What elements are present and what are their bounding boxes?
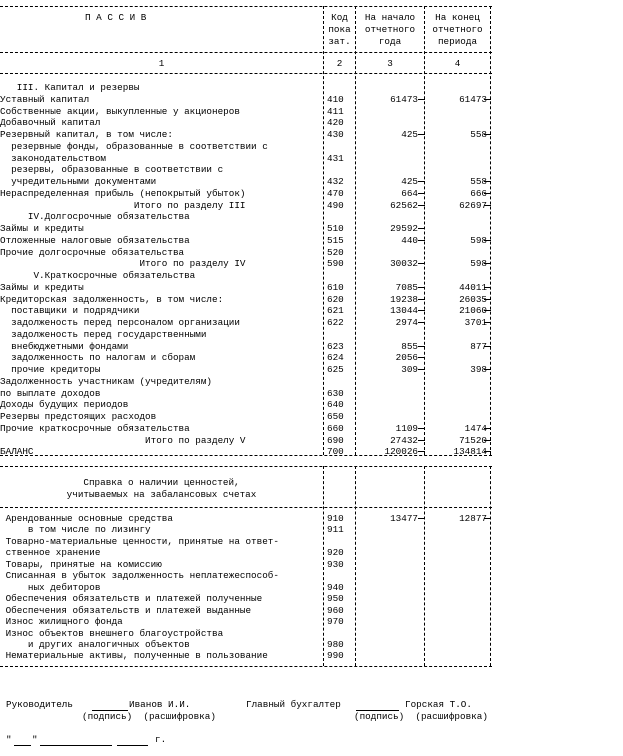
row-value-begin: 664 bbox=[401, 187, 418, 199]
row-label: Итого по разделу III bbox=[0, 199, 246, 211]
row-label: внебюджетными фондами bbox=[0, 340, 129, 352]
row-label: и других аналогичных объектов bbox=[0, 638, 190, 650]
row-code: 510 bbox=[327, 223, 344, 234]
date-quote-close: " bbox=[32, 734, 38, 745]
row-code: 470 bbox=[327, 187, 344, 199]
row-label: учредительными документами bbox=[0, 176, 157, 187]
row-value-begin: 13044 bbox=[390, 305, 418, 317]
row-code: 690 bbox=[327, 434, 344, 446]
row-label: Износ жилищного фонда bbox=[0, 616, 123, 628]
row-code: 930 bbox=[327, 558, 344, 570]
row-label: Прочие долгосрочные обязательства bbox=[0, 246, 185, 258]
row-value-end: 398 bbox=[470, 364, 487, 375]
row-value-end: 877 bbox=[470, 340, 487, 352]
end-header-line1: На конец bbox=[435, 12, 480, 23]
offbalance-divider-begin bbox=[355, 466, 356, 666]
row-label: Арендованные основные средства bbox=[0, 513, 173, 524]
cell-tick-begin bbox=[418, 310, 425, 311]
row-code: 411 bbox=[327, 105, 344, 117]
row-code: 650 bbox=[327, 411, 344, 422]
row-value-begin: 27432 bbox=[390, 434, 418, 446]
row-label: III. Капитал и резервы bbox=[0, 82, 140, 93]
row-value-end: 71520 bbox=[459, 434, 487, 446]
row-code: 960 bbox=[327, 604, 344, 616]
row-value-begin: 19238 bbox=[390, 293, 418, 305]
column-divider-code bbox=[323, 6, 324, 455]
cell-tick-end bbox=[484, 240, 491, 241]
row-label: Добавочный капитал bbox=[0, 117, 101, 129]
cell-tick-begin bbox=[418, 346, 425, 347]
cell-tick-end bbox=[484, 322, 491, 323]
row-code: 911 bbox=[327, 524, 344, 536]
row-code: 410 bbox=[327, 93, 344, 105]
row-code: 620 bbox=[327, 293, 344, 305]
row-label: Уставный капитал bbox=[0, 93, 90, 105]
row-code: 621 bbox=[327, 305, 344, 317]
row-value-end: 598 bbox=[470, 258, 487, 270]
row-value-end: 134814 bbox=[453, 446, 487, 458]
cell-tick-end bbox=[484, 134, 491, 135]
cell-tick-begin bbox=[418, 440, 425, 441]
cell-tick-begin bbox=[418, 240, 425, 241]
row-code: 940 bbox=[327, 581, 344, 593]
row-label: Итого по разделу V bbox=[0, 434, 246, 446]
cell-tick-end bbox=[484, 451, 491, 452]
code-header-line2: пока bbox=[328, 24, 351, 35]
begin-header-line2: отчетного bbox=[364, 24, 416, 35]
cell-tick-begin bbox=[418, 518, 425, 519]
cell-tick-end bbox=[484, 346, 491, 347]
column-number-2: 2 bbox=[336, 58, 343, 69]
header-bottom-rule bbox=[0, 52, 492, 53]
liabilities-title: П А С С И В bbox=[85, 12, 147, 23]
head-label: Руководитель bbox=[6, 699, 73, 710]
row-label: Займы и кредиты bbox=[0, 281, 84, 293]
cell-tick-begin bbox=[418, 263, 425, 264]
cell-tick-begin bbox=[418, 357, 425, 358]
row-label: Доходы будущих периодов bbox=[0, 399, 129, 411]
accountant-label: Главный бухгалтер bbox=[246, 699, 341, 710]
table-top-rule bbox=[0, 6, 492, 7]
cell-tick-begin bbox=[418, 322, 425, 323]
head-name: Иванов И.И. bbox=[129, 699, 191, 710]
cell-tick-begin bbox=[418, 451, 425, 452]
cell-tick-begin bbox=[418, 299, 425, 300]
row-value-begin: 120026 bbox=[384, 446, 418, 458]
row-label: задолженость перед персоналом организации bbox=[0, 317, 240, 328]
cell-tick-begin bbox=[418, 205, 425, 206]
cell-tick-end bbox=[484, 299, 491, 300]
cell-tick-end bbox=[484, 193, 491, 194]
begin-header-line3: года bbox=[378, 36, 402, 47]
code-header-line1: Код bbox=[331, 12, 348, 23]
row-value-begin: 13477 bbox=[390, 513, 418, 524]
begin-header-line1: На начало bbox=[364, 12, 416, 23]
row-label: Кредиторская задолженность, в том числе: bbox=[0, 293, 224, 305]
row-code: 630 bbox=[327, 387, 344, 399]
row-code: 420 bbox=[327, 117, 344, 129]
accountant-caption: (подпись) (расшифровка) bbox=[354, 711, 488, 722]
row-value-end: 558 bbox=[470, 176, 487, 187]
row-label: Собственные акции, выкупленные у акционеров bbox=[0, 105, 240, 117]
end-header-line3: периода bbox=[437, 36, 478, 47]
row-code: 431 bbox=[327, 152, 344, 164]
row-label: Итого по разделу IV bbox=[0, 258, 246, 270]
row-value-end: 3701 bbox=[464, 317, 487, 328]
row-label: БАЛАНС bbox=[0, 446, 34, 458]
row-label: Нераспределенная прибыль (непокрытый убыток) bbox=[0, 187, 246, 199]
section-end-rule bbox=[0, 455, 492, 456]
offbalance-divider-code bbox=[323, 466, 324, 666]
row-code: 660 bbox=[327, 422, 344, 434]
row-value-end: 62697 bbox=[459, 199, 487, 211]
row-code: 590 bbox=[327, 258, 344, 270]
row-label: ственное хранение bbox=[0, 547, 101, 559]
date-month-line bbox=[40, 745, 112, 746]
row-value-begin: 440 bbox=[401, 234, 418, 246]
row-code: 520 bbox=[327, 246, 344, 258]
row-label: Обеспечения обязательств и платежей выданные bbox=[0, 604, 252, 616]
row-label: поставщики и подрядчики bbox=[0, 305, 140, 317]
row-value-end: 666 bbox=[470, 187, 487, 199]
offbalance-divider-end bbox=[424, 466, 425, 666]
row-code: 622 bbox=[327, 317, 344, 328]
row-code: 432 bbox=[327, 176, 344, 187]
row-value-end: 1474 bbox=[464, 422, 487, 434]
row-label: резервы, образованные в соответствии с bbox=[0, 164, 224, 176]
row-label: Резервный капитал, в том числе: bbox=[0, 129, 173, 140]
row-label: Резервы предстоящих расходов bbox=[0, 411, 157, 422]
row-code: 610 bbox=[327, 281, 344, 293]
table-right-border bbox=[490, 6, 491, 455]
cell-tick-begin bbox=[418, 193, 425, 194]
row-value-begin: 30032 bbox=[390, 258, 418, 270]
cell-tick-begin bbox=[418, 228, 425, 229]
row-label: по выплате доходов bbox=[0, 387, 101, 399]
cell-tick-begin bbox=[418, 99, 425, 100]
row-label: Износ объектов внешнего благоустройства bbox=[0, 627, 224, 639]
row-code: 515 bbox=[327, 234, 344, 246]
row-label: ных дебиторов bbox=[0, 581, 101, 593]
row-label: IV.Долгосрочные обязательства bbox=[0, 211, 190, 223]
row-code: 700 bbox=[327, 446, 344, 458]
offbalance-top-rule bbox=[0, 466, 492, 467]
column-number-3: 3 bbox=[387, 58, 393, 69]
row-code: 980 bbox=[327, 638, 344, 650]
date-quote-open: " bbox=[6, 734, 12, 745]
row-label: прочие кредиторы bbox=[0, 364, 101, 375]
offbalance-header-rule bbox=[0, 507, 492, 508]
offbalance-title-line2: учитываемых на забалансовых счетах bbox=[66, 489, 257, 500]
cell-tick-end bbox=[484, 310, 491, 311]
cell-tick-end bbox=[484, 369, 491, 370]
row-value-end: 61473 bbox=[459, 93, 487, 105]
row-value-begin: 2056 bbox=[395, 352, 418, 364]
cell-tick-end bbox=[484, 428, 491, 429]
row-code: 625 bbox=[327, 364, 344, 375]
row-value-end: 26035 bbox=[459, 293, 487, 305]
cell-tick-begin bbox=[418, 287, 425, 288]
row-value-begin: 425 bbox=[401, 176, 418, 187]
end-header-line2: отчетного bbox=[432, 24, 483, 35]
row-label: Нематериальные активы, полученные в пользование bbox=[0, 650, 268, 662]
row-value-begin: 309 bbox=[401, 364, 418, 375]
column-number-4: 4 bbox=[454, 58, 461, 69]
offbalance-title-line1: Справка о наличии ценностей, bbox=[83, 477, 240, 488]
row-value-end: 558 bbox=[470, 129, 487, 140]
row-label: задолженость перед государственными bbox=[0, 328, 207, 340]
row-label: Товарно-материальные ценности, принятые на ответ- bbox=[0, 535, 279, 547]
row-code: 624 bbox=[327, 352, 344, 364]
row-label: V.Краткосрочные обязательства bbox=[0, 270, 196, 281]
cell-tick-end bbox=[484, 287, 491, 288]
row-label: Списанная в убыток задолженность неплатежеспособ- bbox=[0, 570, 279, 582]
row-code: 640 bbox=[327, 399, 344, 411]
row-value-begin: 62562 bbox=[390, 199, 418, 211]
row-value-end: 44011 bbox=[459, 281, 487, 293]
column-divider-end bbox=[424, 6, 425, 455]
row-value-begin: 425 bbox=[401, 129, 418, 140]
cell-tick-end bbox=[484, 99, 491, 100]
accountant-name: Горская Т.О. bbox=[405, 699, 472, 710]
row-label: законодательством bbox=[0, 152, 107, 164]
row-code: 623 bbox=[327, 340, 344, 352]
offbalance-right-border bbox=[490, 466, 491, 666]
date-year-line bbox=[117, 745, 148, 746]
row-label: Задолженность участникам (учредителям) bbox=[0, 375, 213, 387]
column-number-1: 1 bbox=[158, 58, 165, 69]
cell-tick-begin bbox=[418, 181, 425, 182]
row-value-end: 21060 bbox=[459, 305, 487, 317]
row-code: 490 bbox=[327, 199, 344, 211]
date-year-suffix: г. bbox=[155, 734, 167, 745]
row-code: 950 bbox=[327, 593, 344, 605]
row-label: Товары, принятые на комиссию bbox=[0, 558, 162, 570]
row-label: Прочие краткосрочные обязательства bbox=[0, 422, 190, 434]
cell-tick-end bbox=[484, 263, 491, 264]
row-label: в том числе по лизингу bbox=[0, 524, 151, 536]
row-label: Отложенные налоговые обязательства bbox=[0, 234, 190, 246]
row-value-begin: 61473 bbox=[390, 93, 418, 105]
row-code: 920 bbox=[327, 547, 344, 559]
cell-tick-end bbox=[484, 205, 491, 206]
cell-tick-end bbox=[484, 440, 491, 441]
cell-tick-begin bbox=[418, 428, 425, 429]
row-value-end: 598 bbox=[470, 234, 487, 246]
head-caption: (подпись) (расшифровка) bbox=[82, 711, 216, 722]
row-value-begin: 2974 bbox=[395, 317, 418, 328]
row-label: Обеспечения обязательств и платежей полученные bbox=[0, 593, 263, 605]
row-value-begin: 1109 bbox=[395, 422, 418, 434]
row-value-begin: 855 bbox=[401, 340, 418, 352]
row-code: 990 bbox=[327, 650, 344, 662]
row-value-end: 12877 bbox=[459, 513, 487, 524]
cell-tick-begin bbox=[418, 369, 425, 370]
row-code: 970 bbox=[327, 616, 344, 628]
date-day-line bbox=[14, 745, 31, 746]
row-label: резервные фонды, образованные в соответствии с bbox=[0, 140, 268, 152]
row-label: Займы и кредиты bbox=[0, 223, 84, 234]
row-value-begin: 7085 bbox=[395, 281, 418, 293]
code-header-line3: зат. bbox=[328, 36, 351, 47]
cell-tick-end bbox=[484, 181, 491, 182]
row-code: 910 bbox=[327, 513, 344, 524]
row-code: 430 bbox=[327, 129, 344, 140]
column-numbers-rule bbox=[0, 73, 492, 74]
row-value-begin: 29592 bbox=[390, 223, 418, 234]
row-label: задолженность по налогам и сборам bbox=[0, 352, 196, 364]
offbalance-bottom-rule bbox=[0, 666, 492, 667]
cell-tick-begin bbox=[418, 134, 425, 135]
cell-tick-end bbox=[484, 518, 491, 519]
